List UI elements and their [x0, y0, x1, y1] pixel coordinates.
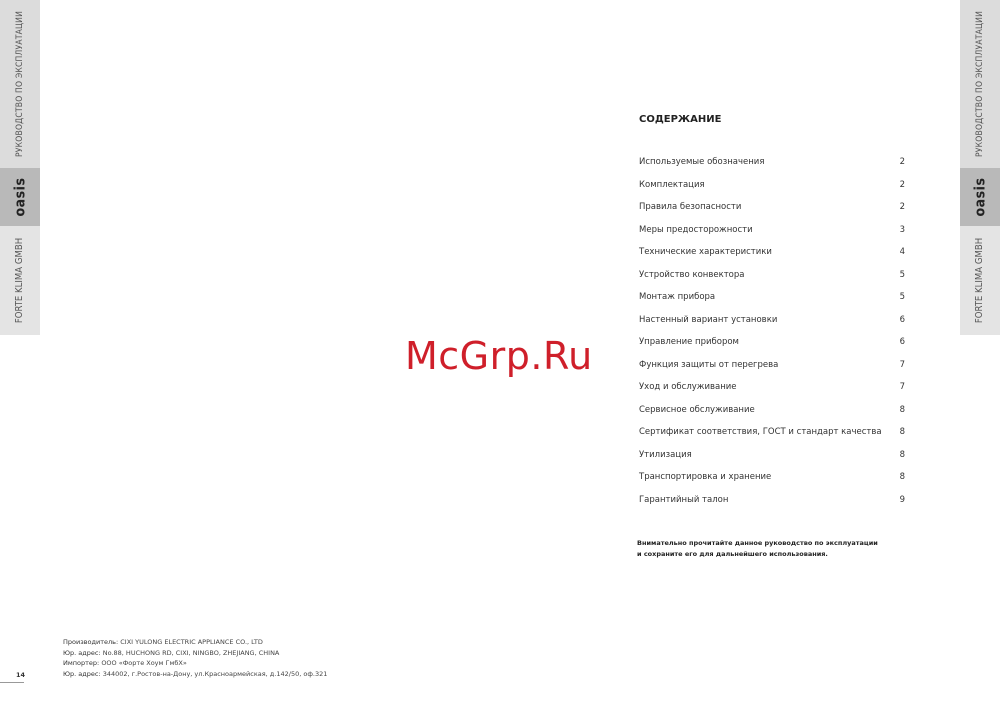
toc-row [639, 156, 905, 179]
toc-item-label: Сертификат соответствия, ГОСТ и стандарт качества [639, 427, 882, 437]
imprint-manufacturer [63, 637, 327, 648]
toc-item-page: 8 [899, 449, 905, 460]
toc-row [639, 291, 905, 314]
company-segment [0, 226, 40, 335]
toc-item-label: Устройство конвектора [639, 269, 745, 280]
imprint-importer [63, 658, 327, 669]
toc-list [639, 156, 905, 516]
address-2-label: Юр. адрес: [63, 669, 101, 678]
toc-item-label: Транспортировка и хранение [639, 472, 772, 482]
toc-row [639, 246, 905, 269]
toc-row [639, 426, 905, 449]
importer-value: ООО «Форте Хоум ГмбХ» [101, 659, 187, 667]
toc-item-page: 8 [899, 472, 905, 482]
toc-item-label: Сервисное обслуживание [639, 404, 755, 415]
importer-label: Импортер: [63, 659, 100, 667]
toc-item-page: 2 [899, 179, 905, 190]
toc-item-page: 6 [899, 337, 905, 347]
toc-item-page: 9 [899, 494, 905, 505]
brand-logo-right: oasis [972, 177, 988, 217]
manual-label-segment-right [960, 0, 1000, 168]
right-side-tab [960, 0, 1000, 335]
toc-row [639, 381, 905, 404]
toc-row [639, 224, 905, 247]
manual-label-right: РУКОВОДСТВО ПО ЭКСПЛУАТАЦИИ [975, 10, 986, 158]
company-label-right: FORTE KLIMA GMBH [974, 237, 986, 324]
toc-item-page: 4 [899, 247, 905, 257]
watermark: McGrp.Ru [405, 334, 593, 378]
toc-item-label: Утилизация [639, 449, 692, 460]
toc-item-page: 7 [899, 359, 905, 370]
imprint-address-1 [63, 648, 327, 659]
company-segment-right [960, 226, 1000, 335]
address-1-label: Юр. адрес: [63, 648, 101, 657]
toc-row [639, 359, 905, 382]
address-1-value: No.88, HUCHONG RD, CIXI, NINGBO, ZHEJIANG, CHINA [102, 648, 280, 657]
brand-segment [0, 168, 40, 226]
manufacturer-label: Производитель: [63, 638, 119, 646]
toc-row [639, 201, 905, 224]
table-of-contents [639, 112, 905, 516]
notice-line-1: Внимательно прочитайте данное руководство по эксплуатации [637, 539, 878, 547]
toc-row [639, 404, 905, 427]
brand-logo: oasis [12, 177, 28, 217]
toc-item-label: Технические характеристики [639, 247, 772, 257]
imprint-address-2 [63, 669, 327, 680]
toc-item-page: 2 [899, 202, 905, 212]
toc-item-label: Монтаж прибора [639, 292, 716, 302]
page-number: 14 [16, 671, 26, 679]
toc-title: СОДЕРЖАНИЕ [639, 114, 722, 125]
toc-item-page: 8 [899, 404, 905, 415]
toc-item-label: Используемые обозначения [639, 157, 765, 167]
toc-item-page: 7 [899, 382, 905, 392]
toc-item-label: Комплектация [639, 179, 705, 190]
company-label: FORTE KLIMA GMBH [14, 237, 26, 324]
toc-row [639, 314, 905, 337]
toc-item-page: 5 [899, 292, 905, 302]
toc-item-label: Настенный вариант установки [639, 314, 778, 325]
toc-row [639, 494, 905, 517]
toc-item-label: Правила безопасности [639, 202, 742, 212]
toc-item-label: Уход и обслуживание [639, 382, 737, 392]
left-side-tab [0, 0, 40, 335]
toc-row [639, 336, 905, 359]
toc-row [639, 449, 905, 472]
address-2-value: 344002, г.Ростов-на-Дону, ул.Красноармейская, д.142/50, оф.321 [102, 669, 328, 678]
manual-label-segment [0, 0, 40, 168]
page-number-rule [0, 682, 24, 683]
toc-item-page: 2 [899, 157, 905, 167]
toc-item-page: 5 [899, 269, 905, 280]
toc-item-label: Управление прибором [639, 337, 739, 347]
toc-item-page: 3 [899, 224, 905, 235]
toc-item-page: 8 [899, 427, 905, 437]
toc-item-label: Меры предосторожности [639, 224, 753, 235]
toc-row [639, 179, 905, 202]
toc-item-page: 6 [899, 314, 905, 325]
read-manual-notice [637, 538, 878, 560]
toc-item-label: Гарантийный талон [639, 494, 729, 505]
toc-item-label: Функция защиты от перегрева [639, 359, 779, 370]
manufacturer-imprint [63, 637, 327, 679]
brand-segment-right [960, 168, 1000, 226]
toc-row [639, 269, 905, 292]
manual-label: РУКОВОДСТВО ПО ЭКСПЛУАТАЦИИ [15, 10, 26, 158]
manufacturer-value: CIXI YULONG ELECTRIC APPLIANCE CO., LTD [120, 638, 263, 646]
toc-row [639, 471, 905, 494]
notice-line-2: и сохраните его для дальнейшего использования. [637, 550, 828, 558]
